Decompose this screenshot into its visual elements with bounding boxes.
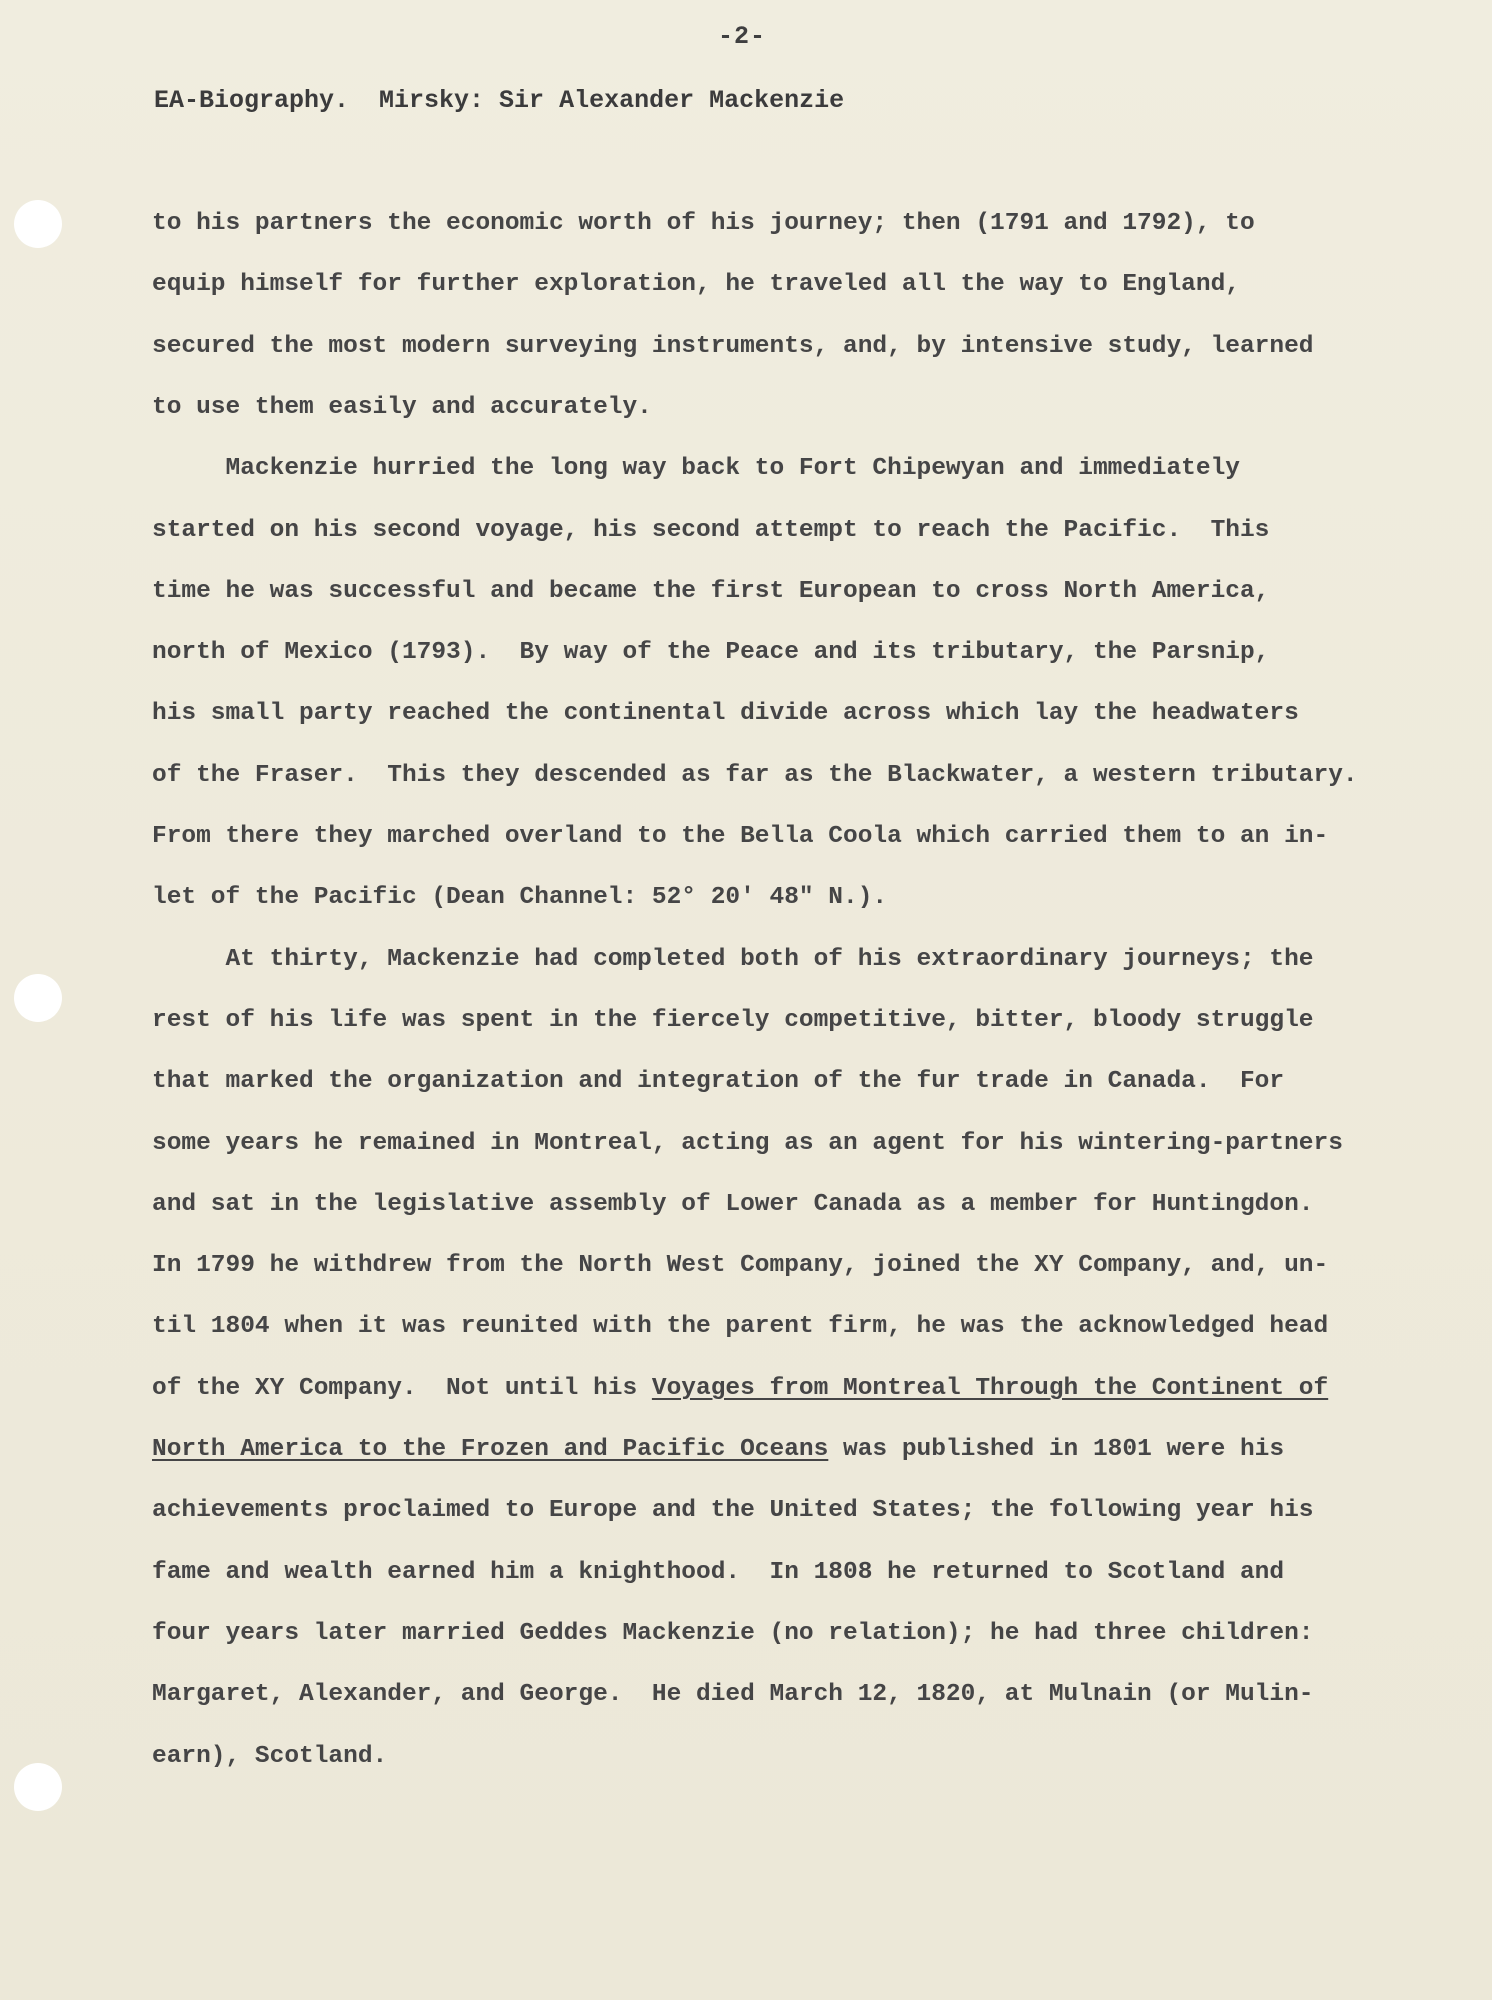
text-line [152, 208, 1255, 240]
text-line [152, 1189, 1314, 1221]
text-line [152, 944, 1314, 976]
text-line [152, 1434, 1284, 1466]
text-line [152, 882, 887, 914]
text-segment: From there they marched overland to the Bella Coola which carried them to an in- [152, 823, 1329, 850]
text-line [152, 1557, 1284, 1589]
text-line [152, 1066, 1284, 1098]
text-segment: achievements proclaimed to Europe and the United States; the following year his [152, 1497, 1314, 1525]
text-segment: til 1804 when it was reunited with the parent firm, he was the acknowledged head [152, 1313, 1329, 1341]
text-segment: to his partners the economic worth of his journey; then (1791 and 1792), to [152, 210, 1255, 237]
text-line [152, 637, 1269, 669]
text-segment: of the XY Company. Not until his [152, 1374, 652, 1402]
text-segment: was published in 1801 were his [828, 1436, 1285, 1463]
text-segment: some years he remained in Montreal, acting as an agent for his wintering-partners [152, 1129, 1343, 1157]
text-line [152, 760, 1358, 792]
text-line [152, 821, 1328, 853]
text-segment: north of Mexico (1793). By way of the Peace and its tributary, the Parsnip, [152, 639, 1270, 667]
binder-hole-middle [14, 974, 62, 1022]
text-line [152, 576, 1269, 608]
page-number: -2- [718, 22, 767, 51]
text-line [152, 392, 652, 424]
text-segment: of the Fraser. This they descended as far as the Blackwater, a western tributary. [152, 761, 1358, 789]
binder-hole-top [14, 200, 62, 248]
text-segment: to use them easily and accurately. [152, 393, 652, 421]
running-header: EA-Biography. Mirsky: Sir Alexander Mackenzie [154, 86, 845, 115]
text-line [152, 1495, 1314, 1527]
text-segment: time he was successful and became the first European to cross North America, [152, 577, 1270, 605]
text-line [152, 1005, 1314, 1037]
text-line [152, 1373, 1328, 1405]
text-line [152, 1128, 1343, 1160]
text-segment: four years later married Geddes Mackenzie (no relation); he had three children: [152, 1619, 1314, 1647]
underlined-book-title: Voyages from Montreal Through the Continent of [651, 1374, 1329, 1402]
text-segment: earn), Scotland. [152, 1742, 388, 1770]
text-segment: fame and wealth earned him a knighthood. In 1808 he returned to Scotland and [152, 1558, 1285, 1586]
text-segment: let of the Pacific (Dean Channel: 52° 20' 48" N.). [152, 884, 888, 912]
text-line [152, 698, 1299, 730]
text-line [152, 331, 1314, 363]
text-segment: secured the most modern surveying instruments, and, by intensive study, learned [152, 332, 1314, 360]
text-segment: At thirty, Mackenzie had completed both of his extraordinary journeys; the [152, 945, 1314, 973]
text-line [152, 1311, 1328, 1343]
text-segment: In 1799 he withdrew from the North West Company, joined the XY Company, and, un- [152, 1252, 1329, 1280]
text-segment: that marked the organization and integration of the fur trade in Canada. For [152, 1068, 1285, 1096]
binder-hole-bottom [14, 1763, 62, 1811]
text-segment: and sat in the legislative assembly of Lower Canada as a member for Huntingdon. [152, 1190, 1314, 1218]
text-segment: his small party reached the continental divide across which lay the headwaters [152, 700, 1299, 728]
text-line [152, 1741, 387, 1773]
text-segment: rest of his life was spent in the fiercely competitive, bitter, bloody struggle [152, 1006, 1314, 1034]
text-line [152, 515, 1269, 547]
text-segment: equip himself for further exploration, he traveled all the way to England, [152, 271, 1240, 299]
underlined-book-title: North America to the Frozen and Pacific Oceans [152, 1436, 829, 1463]
text-line [152, 269, 1240, 301]
text-line [152, 1679, 1314, 1711]
text-segment: started on his second voyage, his second attempt to reach the Pacific. This [152, 516, 1270, 544]
text-segment: Mackenzie hurried the long way back to Fort Chipewyan and immediately [152, 455, 1240, 483]
text-segment: Margaret, Alexander, and George. He died March 12, 1820, at Mulnain (or Mulin- [152, 1681, 1314, 1709]
text-line [152, 1618, 1314, 1650]
text-line [152, 453, 1240, 485]
text-line [152, 1250, 1328, 1282]
